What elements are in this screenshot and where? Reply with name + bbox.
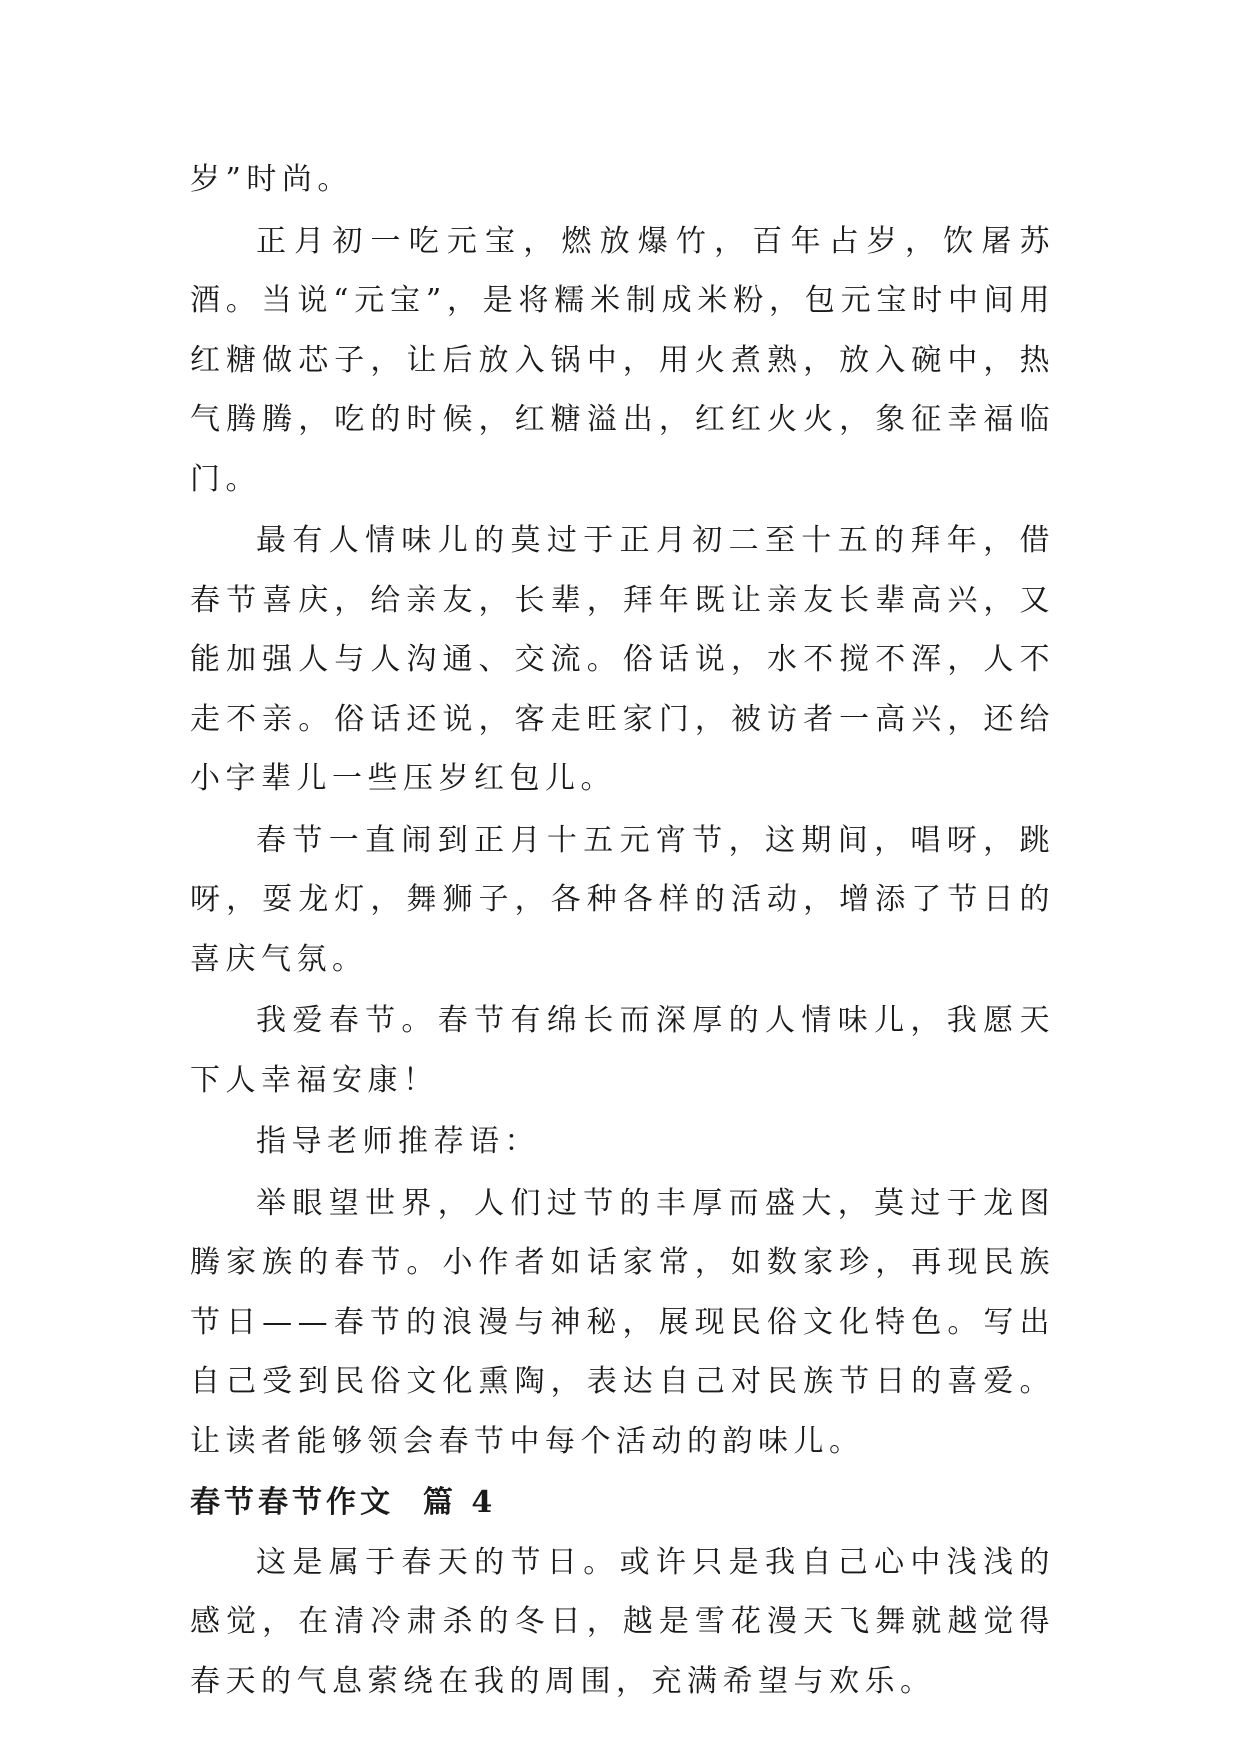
- paragraph-new-year-food: 正月初一吃元宝，燃放爆竹，百年占岁，饮屠苏酒。当说“元宝”，是将糯米制成米粉，包元宝时中间用红糖做芯子，让后放入锅中，用火煮熟，放入碗中，热气腾腾，吃的时候，红糖溢出，红红火火，象征幸福临门。: [190, 223, 1055, 497]
- section-heading: 春节春节作文 篇 4: [190, 1485, 497, 1520]
- paragraph-teacher-recommendation-label: 指导老师推荐语：: [256, 1124, 540, 1159]
- paragraph-new-year-visits: 最有人情味儿的莫过于正月初二至十五的拜年，借春节喜庆，给亲友，长辈，拜年既让亲友长辈高兴，又能加强人与人沟通、交流。俗话说，水不搅不浑，人不走不亲。俗话还说，客走旺家门，被访者一高兴，还给小字辈儿一些压岁红包儿。: [190, 523, 1055, 796]
- paragraph-love-spring-festival: 我爱春节。春节有绵长而深厚的人情味儿，我愿天下人幸福安康！: [190, 1003, 1055, 1098]
- paragraph-lantern-festival: 春节一直闹到正月十五元宵节，这期间，唱呀，跳呀，耍龙灯，舞狮子，各种各样的活动，增添了节日的喜庆气氛。: [190, 822, 1055, 977]
- paragraph-continuation: 岁”时尚。: [190, 162, 353, 197]
- paragraph-teacher-recommendation: 举眼望世界，人们过节的丰厚而盛大，莫过于龙图腾家族的春节。小作者如话家常，如数家珍，再现民族节日——春节的浪漫与神秘，展现民俗文化特色。写出自己受到民俗文化熏陶，表达自己对民族节日的喜爱。让读者能够领会春节中每个活动的韵味儿。: [190, 1185, 1055, 1459]
- paragraph-section-4-intro: 这是属于春天的节日。或许只是我自己心中浅浅的感觉，在清冷肃杀的冬日，越是雪花漫天飞舞就越觉得春天的气息萦绕在我的周围，充满希望与欢乐。: [190, 1544, 1055, 1699]
